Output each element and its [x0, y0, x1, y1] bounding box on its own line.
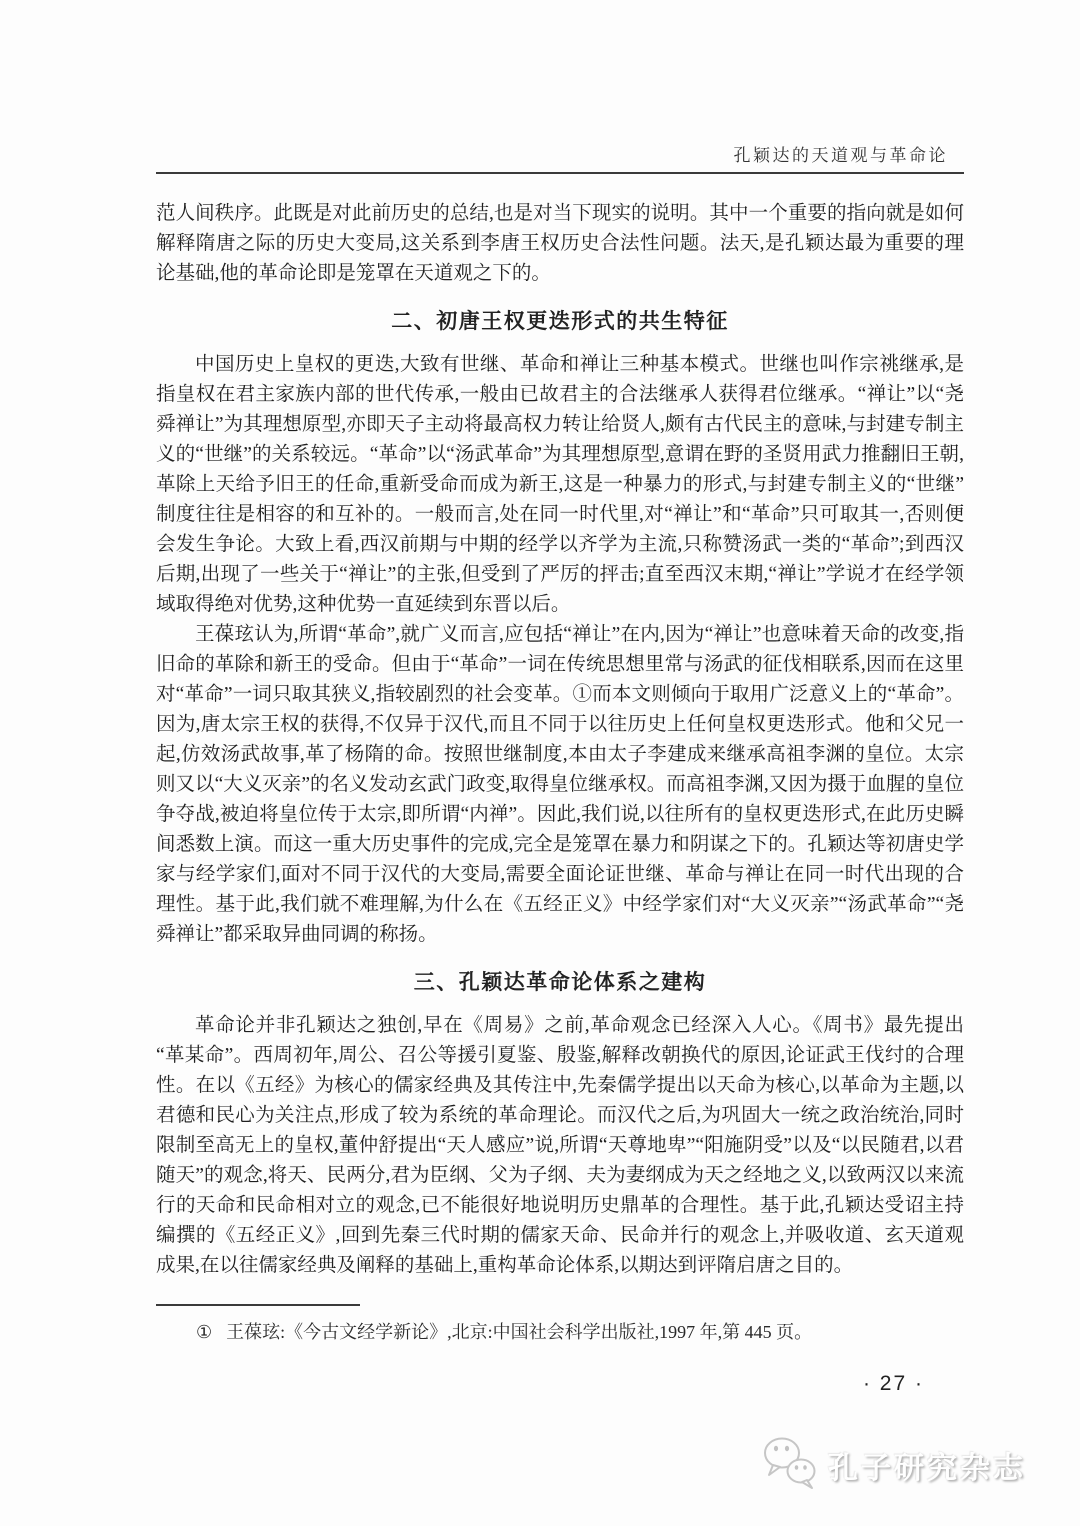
section-3-paragraph-1: 革命论并非孔颖达之独创,早在《周易》之前,革命观念已经深入人心。《周书》最先提出“革某命”。西周初年,周公、召公等援引夏鉴、殷鉴,解释改朝换代的原因,论证武王伐纣的合理性。在以《五经》为核心的儒家经典及其传注中,先秦儒学提出以天命为核心,以革命为主题,以君德和民心为关注点,形成了较为系统的革命理论。而汉代之后,为巩固大一统之政治统治,同时限制至高无上的皇权,董仲舒提出“天人感应”说,所谓“天尊地卑”“阳施阴受”以及“以民随君,以君随天”的观念,将天、民两分,君为臣纲、父为子纲、夫为妻纲成为天之经地之义,以致两汉以来流行的天命和民命相对立的观念,已不能很好地说明历史鼎革的合理性。基于此,孔颖达受诏主持编撰的《五经正义》,回到先秦三代时期的儒家天命、民命并行的观念上,并吸收道、玄天道观成果,在以往儒家经典及阐释的基础上,重构革命论体系,以期达到评隋启唐之目的。 — [156, 1015, 964, 1276]
section-heading-2: 二、初唐王权更迭形式的共生特征 — [391, 309, 729, 333]
wechat-icon — [759, 1434, 819, 1495]
footnote-text: 王葆玹:《今古文经学新论》,北京:中国社会科学出版社,1997 年,第 445 页。 — [226, 1322, 813, 1342]
journal-watermark — [759, 1434, 1026, 1495]
watermark-text: 孔子研究杂志 — [828, 1451, 1026, 1485]
section-heading-3: 三、孔颖达革命论体系之建构 — [413, 970, 707, 994]
page-content — [156, 0, 964, 1281]
footnote-divider — [156, 1304, 360, 1306]
page-number: · 27 · — [862, 1372, 924, 1395]
section-2-paragraph-1: 中国历史上皇权的更迭,大致有世继、革命和禅让三种基本模式。世继也叫作宗祧继承,是指皇权在君主家族内部的世代传承,一般由已故君主的合法继承人获得君位继承。“禅让”以“尧舜禅让”为其理想原型,亦即天子主动将最高权力转让给贤人,颇有古代民主的意味,与封建专制主义的“世继”的关系较远。“革命”以“汤武革命”为其理想原型,意谓在野的圣贤用武力推翻旧王朝,革除上天给予旧王的任命,重新受命而成为新王,这是一种暴力的形式,与封建专制主义的“世继”制度往往是相容的和互补的。一般而言,处在同一时代里,对“禅让”和“革命”只可取其一,否则便会发生争论。大致上看,西汉前期与中期的经学以齐学为主流,只称赞汤武一类的“革命”;到西汉后期,出现了一些关于“禅让”的主张,但受到了严厉的抨击;直至西汉末期,“禅让”学说才在经学领域取得绝对优势,这种优势一直延续到东晋以后。 — [156, 354, 964, 615]
footnote — [156, 1319, 964, 1345]
header-rule — [156, 172, 964, 174]
footnote-block — [156, 1304, 964, 1345]
running-title: 孔颖达的天道观与革命论 — [733, 146, 948, 165]
section-2-paragraph-2: 王葆玹认为,所谓“革命”,就广义而言,应包括“禅让”在内,因为“禅让”也意味着天命的改变,指旧命的革除和新王的受命。但由于“革命”一词在传统思想里常与汤武的征伐相联系,因而在这里对“革命”一词只取其狭义,指较剧烈的社会变革。①而本文则倾向于取用广泛意义上的“革命”。因为,唐太宗王权的获得,不仅异于汉代,而且不同于以往历史上任何皇权更迭形式。他和父兄一起,仿效汤武故事,革了杨隋的命。按照世继制度,本由太子李建成来继承高祖李渊的皇位。太宗则又以“大义灭亲”的名义发动玄武门政变,取得皇位继承权。而高祖李渊,又因为摄于血腥的皇位争夺战,被迫将皇位传于太宗,即所谓“内禅”。因此,我们说,以往所有的皇权更迭形式,在此历史瞬间悉数上演。而这一重大历史事件的完成,完全是笼罩在暴力和阴谋之下的。孔颖达等初唐史学家与经学家们,面对不同于汉代的大变局,需要全面论证世继、革命与禅让在同一时代出现的合理性。基于此,我们就不难理解,为什么在《五经正义》中经学家们对“大义灭亲”“汤武革命”“尧舜禅让”都采取异曲同调的称扬。 — [156, 624, 964, 945]
continuation-paragraph: 范人间秩序。此既是对此前历史的总结,也是对当下现实的说明。其中一个重要的指向就是如何解释隋唐之际的历史大变局,这关系到李唐王权历史合法性问题。法天,是孔颖达最为重要的理论基础,他的革命论即是笼罩在天道观之下的。 — [156, 203, 964, 284]
footnote-marker: ① — [196, 1322, 213, 1342]
